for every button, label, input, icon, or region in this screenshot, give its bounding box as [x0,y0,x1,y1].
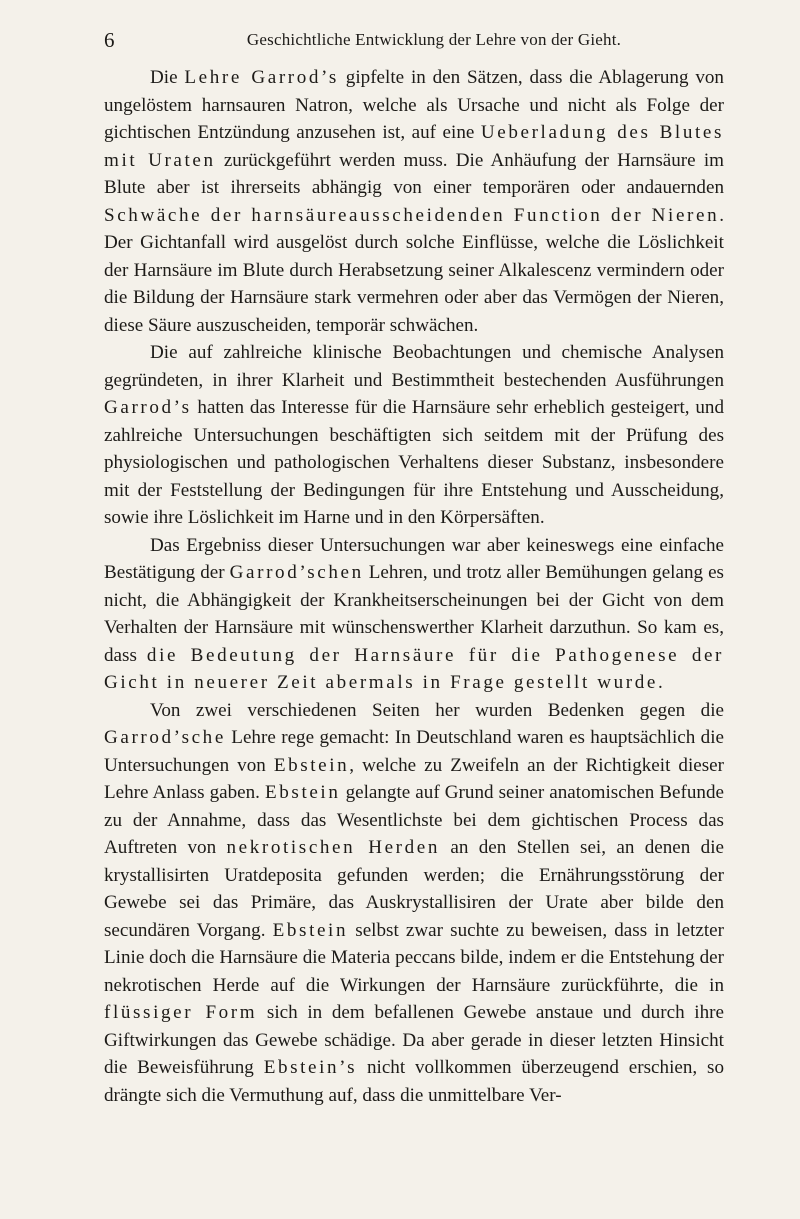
text-run: Lehren, und trotz aller Bemühungen gelang es nicht, die Abhängigkeit der Krankheitserscheinungen bei der Gicht von dem Verhalten der Harnsäure mit wünschenswerther Klarheit darzuthun. So kam es, dass [104,562,724,666]
text-run: sich in dem befallenen Gewebe anstaue und durch ihre Giftwirkungen das Gewebe schädige. Da aber gerade in dieser letzten Hinsicht die Beweisführung [104,1002,724,1078]
text-run: gelangte auf Grund seiner anatomischen Befunde zu der Annahme, dass das Wesentlichste bei dem gichtischen Process das Auftreten von [104,782,724,858]
spaced-emphasis: Ueberladung des Blutes mit Uraten [104,122,724,171]
spaced-emphasis: nekrotischen Herden [226,837,440,858]
page-number: 6 [104,28,115,52]
text-run: zurückgeführt werden muss. Die Anhäufung der Harnsäure im Blute aber ist ihrerseits abhängig von einer temporären oder andauernden [104,149,725,198]
paragraph [104,64,724,339]
paragraph [104,697,724,1110]
text-run: , welche zu Zweifeln an der Richtigkeit dieser Lehre Anlass gaben. [104,754,724,803]
spaced-emphasis: Garrod’schen [229,562,364,583]
text-run: Das Ergebniss dieser Untersuchungen war aber keineswegs eine einfache Bestätigung der [104,534,724,583]
text-run: an den Stellen sei, an denen die krystallisirten Uratdeposita gefunden werden; die Ernährungsstörung der Gewebe sei das Primäre, das Auskrystallisiren der Urate aber bilde den secundären Vorgang. [104,837,724,941]
body-text [104,64,724,1109]
spaced-emphasis: flüssiger Form [104,1002,258,1023]
page-header [104,28,724,52]
text-run: nicht vollkommen überzeugend erschien, so drängte sich die Vermuthung auf, dass die unmittelbare Ver- [104,1057,724,1106]
text-run: Die auf zahlreiche klinische Beobachtungen und chemische Analysen gegründeten, in ihrer Klarheit und Bestimmtheit bestechenden Ausführungen [104,342,724,391]
spaced-emphasis: Ebstein [265,782,341,803]
text-run: hatten das Interesse für die Harnsäure sehr erheblich gesteigert, und zahlreiche Untersuchungen beschäftigten sich seitdem mit der Prüfung des physiologischen und pathologischen Verhaltens dieser Substanz, insbesondere mit der Feststellung der Bedingungen für ihre Entstehung und Ausscheidung, sowie ihre Löslichkeit im Harne und in den Körpersäften. [104,397,724,528]
text-run: Von zwei verschiedenen Seiten her wurden Bedenken gegen die [150,699,724,721]
paragraph [104,339,724,532]
spaced-emphasis: Lehre Garrod’s [184,67,339,88]
text-run: Die [150,67,185,88]
spaced-emphasis: Ebstein [272,919,349,941]
spaced-emphasis: Garrod’sche [104,727,226,748]
text-run: Lehre rege gemacht: In Deutschland waren es hauptsächlich die Untersuchungen von [104,727,724,776]
spaced-emphasis: Schwäche der harnsäureausscheidenden Function der Nieren [104,204,720,226]
spaced-emphasis: Garrod’s [104,397,192,418]
spaced-emphasis: Ebstein’s [263,1057,358,1078]
text-run: . [657,672,663,693]
text-run: . Der Gichtanfall wird ausgelöst durch solche Einflüsse, welche die Löslichkeit der Harnsäure im Blute durch Herabsetzung seiner Alkalescenz vermindern oder die Bildung der Harnsäure stark vermehren oder aber das Vermögen der Nieren, diese Säure auszuscheiden, temporär schwächen. [104,204,724,336]
text-run: selbst zwar suchte zu beweisen, dass in letzter Linie doch die Harnsäure die Materia peccans bilde, indem er die Entstehung der nekrotischen Herde auf die Wirkungen der Harnsäure zurückführte, die in [104,919,724,996]
running-title: Geschichtliche Entwicklung der Lehre von der Gieht. [246,30,622,49]
text-run: gipfelte in den Sätzen, dass die Ablagerung von ungelöstem harnsauren Natron, welche als Ursache und nicht als Folge der gichtischen Entzündung anzusehen ist, auf eine [104,67,724,143]
spaced-emphasis: Ebstein [273,754,350,776]
paragraph [104,532,724,697]
spaced-emphasis: die Bedeutung der Harnsäure für die Pathogenese der Gicht in neuerer Zeit abermals in Frage gestellt wurde [104,644,725,693]
